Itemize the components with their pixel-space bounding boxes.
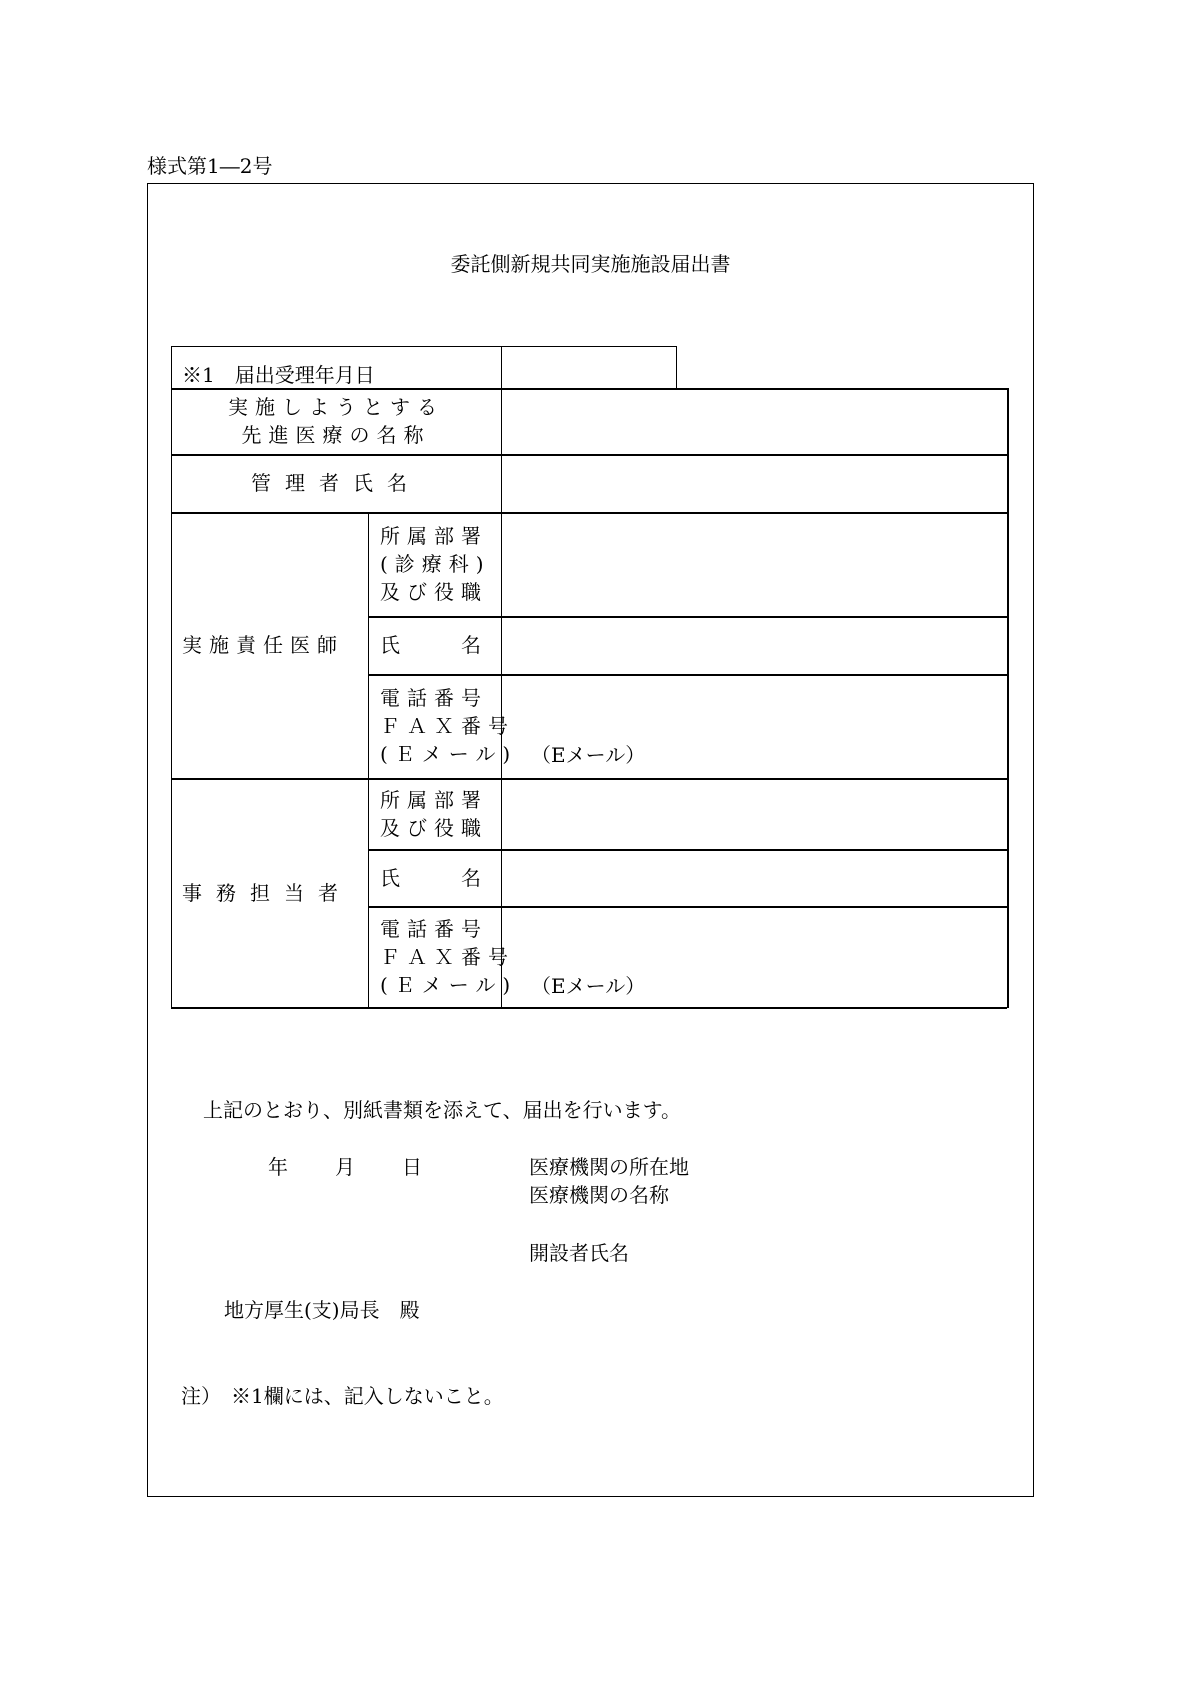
doctor-email-prefix: （Eメール） (531, 743, 646, 767)
doctor-dept-label: 所属部署 (診療科) 及び役職 (380, 524, 491, 604)
manager-name-label: 管理者氏名 (251, 471, 421, 495)
statement: 上記のとおり、別紙書類を添えて、届出を行います。 (203, 1098, 681, 1122)
institution-address-label: 医療機関の所在地 (529, 1155, 689, 1179)
date-year: 年 (268, 1155, 288, 1179)
clerk-contact-label: 電話番号 ＦＡＸ番号 (Ｅメール) (380, 916, 518, 997)
doctor-contact-label: 電話番号 ＦＡＸ番号 (Ｅメール) (380, 686, 518, 766)
date-month: 月 (335, 1155, 355, 1179)
clerk-dept-label: 所属部署 及び役職 (380, 787, 488, 840)
clerk-label: 事務担当者 (182, 880, 352, 905)
doctor-name-label: 氏 名 (380, 633, 488, 657)
responsible-doctor-label: 実施責任医師 (182, 633, 344, 657)
receipt-date-label: ※1 届出受理年月日 (182, 363, 375, 387)
clerk-name-label: 氏 名 (380, 865, 488, 890)
date-day: 日 (402, 1155, 422, 1179)
note: 注） ※1欄には、記入しないこと。 (181, 1384, 504, 1408)
addressee: 地方厚生(支)局長 殿 (224, 1298, 420, 1322)
founder-name-label: 開設者氏名 (529, 1241, 629, 1265)
form-number: 様式第1―2号 (147, 154, 273, 178)
document-title: 委託側新規共同実施施設届出書 (450, 252, 731, 276)
tech-name-label: 実施しようとする 先進医療の名称 (228, 395, 444, 447)
institution-name-label: 医療機関の名称 (529, 1183, 669, 1207)
clerk-email-prefix: （Eメール） (531, 974, 646, 998)
